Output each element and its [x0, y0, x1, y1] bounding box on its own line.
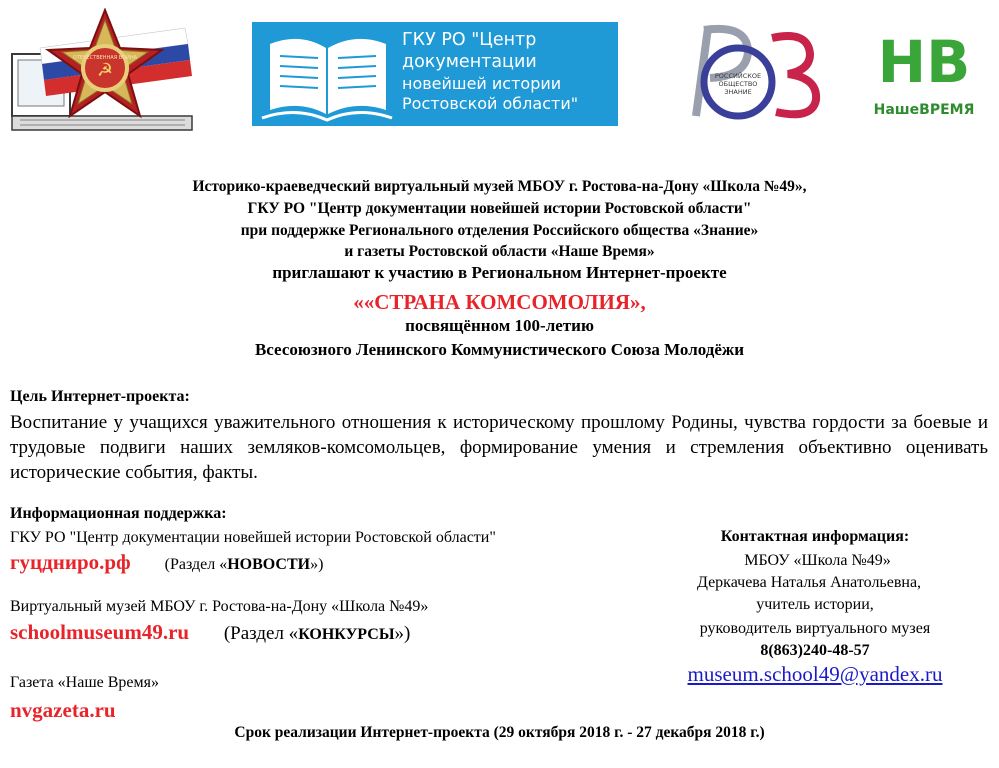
svg-text:ЗНАНИЕ: ЗНАНИЕ [724, 88, 752, 96]
gku-name: ГКУ РО "Центр документации новейшей истории Ростовской области" [10, 529, 496, 546]
header-line-2: ГКУ РО "Центр документации новейшей истории Ростовской области" [247, 200, 752, 217]
gku-logo-line4: Ростовской области" [402, 93, 579, 113]
gku-logo-line1: ГКУ РО "Центр [402, 30, 537, 50]
header-line-1: Историко-краеведческий виртуальный музей МБОУ г. Ростова-на-Дону «Школа №49», [192, 178, 807, 195]
contacts-block [640, 528, 990, 687]
dedicated-line: посвящённом 100-летию [405, 316, 594, 335]
contact-school: МБОУ «Школа №49» [744, 552, 891, 569]
rozn-logo [668, 20, 828, 120]
nv-logo-letters: НВ [877, 28, 971, 96]
contact-phone: 8(863)240-48-57 [760, 642, 870, 659]
museum-section-suffix: ») [394, 623, 411, 644]
invite-line: приглашают к участию в Региональном Интернет-проекте [272, 263, 727, 282]
paper-site-link[interactable]: nvgazeta.ru [10, 698, 116, 722]
gku-section-prefix: (Раздел « [164, 556, 228, 573]
support-heading: Информационная поддержка: [10, 505, 227, 522]
organization-line: Всесоюзного Ленинского Коммунистического Союза Молодёжи [254, 340, 745, 359]
contact-person: Деркачева Наталья Анатольевна, [696, 574, 922, 591]
contacts-heading: Контактная информация: [720, 528, 910, 545]
svg-text:РОССИЙСКОЕ: РОССИЙСКОЕ [714, 72, 762, 80]
gku-logo-line3: новейшей истории [402, 73, 562, 93]
header-line-3: при поддержке Регионального отделения Российского общества «Знание» [240, 222, 759, 239]
museum-section-name: КОНКУРСЫ [298, 626, 395, 643]
gku-logo-line2: документации [402, 51, 537, 72]
header-line-4: и газеты Ростовской области «Наше Время» [344, 243, 655, 260]
paper-name: Газета «Наше Время» [10, 674, 159, 691]
gku-center-logo [252, 22, 618, 126]
gku-site-link[interactable]: гуцдниро.рф [10, 550, 131, 574]
project-title: ««СТРАНА КОМСОМОЛИЯ», [353, 290, 646, 314]
gku-section-suffix: ») [310, 556, 324, 573]
museum-name: Виртуальный музей МБОУ г. Ростова-на-Дону «Школа №49» [10, 598, 429, 615]
war-museum-logo [10, 8, 200, 140]
svg-text:ОБЩЕСТВО: ОБЩЕСТВО [718, 80, 758, 88]
nashe-vremya-logo [870, 18, 980, 120]
goal-text: Воспитание у учащихся уважительного отношения к историческому прошлому Родины, чувства гордости за боевые и трудовые подвиги наших земляков-комсомольцев, формирование умения и стремления объективно оценивать исторические события, факты. [10, 412, 988, 483]
museum-site-link[interactable]: schoolmuseum49.ru [10, 620, 190, 644]
svg-text:☭: ☭ [96, 60, 114, 81]
project-term: Срок реализации Интернет-проекта (29 октября 2018 г. - 27 декабря 2018 г.) [234, 724, 765, 741]
gku-section-name: НОВОСТИ [227, 556, 311, 573]
contact-role-1: учитель истории, [756, 596, 874, 613]
museum-section-prefix: (Раздел « [223, 623, 299, 644]
open-book-icon [252, 22, 402, 126]
goal-heading: Цель Интернет-проекта: [10, 388, 190, 405]
nv-logo-name: НашеВРЕМЯ [873, 102, 975, 118]
contact-role-2: руководитель виртуального музея [699, 620, 931, 637]
contact-email-link[interactable]: museum.school49@yandex.ru [687, 662, 943, 686]
war-logo-text: ОТЕЧЕСТВЕННАЯ ВОЙНА [72, 55, 138, 61]
